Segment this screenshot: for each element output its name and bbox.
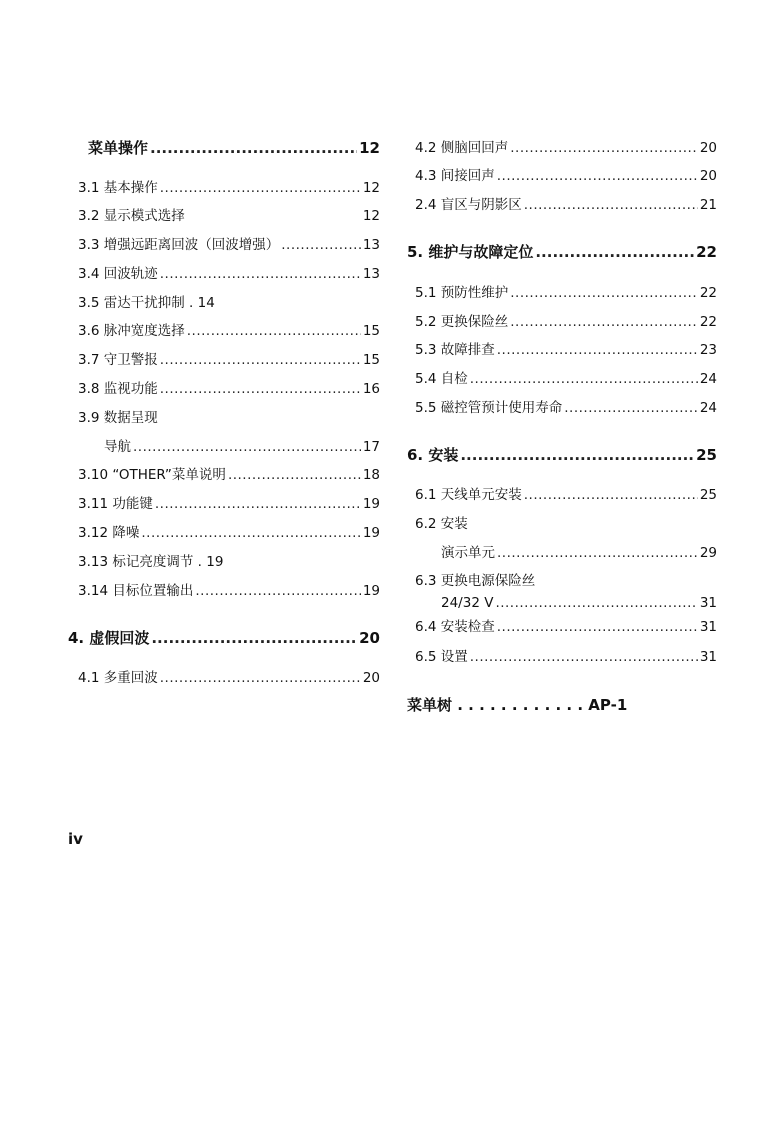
toc-entry-label: 4.2 侧脑回回声 [415, 140, 509, 156]
toc-entry-page: 15 [362, 352, 380, 368]
dot-leader [160, 380, 361, 398]
toc-entry-3-5[interactable]: 3.5 雷达干扰抑制 . 14 [78, 295, 215, 311]
toc-entry-label: 5.5 磁控管预计使用寿命 [415, 400, 563, 416]
dot-leader [497, 167, 698, 185]
dot-leader [155, 495, 361, 513]
toc-entry-label: 24/32 V [441, 595, 494, 611]
dot-leader [460, 446, 694, 464]
toc-entry-label: 6.4 安装检查 [415, 619, 495, 635]
toc-entry-page: 20 [362, 670, 380, 686]
toc-entry-label: 4.1 多重回波 [78, 670, 158, 686]
toc-entry-label: 3.4 回波轨迹 [78, 266, 158, 282]
toc-entry-page: 25 [696, 446, 717, 464]
toc-entry-page: 13 [362, 266, 380, 282]
dot-leader [228, 466, 361, 484]
toc-entry-chapter-3[interactable] [78, 139, 380, 157]
toc-entry-label: 3.12 降噪 [78, 525, 140, 541]
dot-leader [524, 486, 698, 504]
toc-entry-page: 22 [699, 314, 717, 330]
toc-entry-3-13[interactable]: 3.13 标记亮度调节 . 19 [78, 554, 224, 570]
dot-leader [160, 265, 361, 283]
toc-entry-page: 13 [362, 237, 380, 253]
toc-entry-label: 5.2 更换保险丝 [415, 314, 509, 330]
toc-entry-label: 3.11 功能键 [78, 496, 153, 512]
toc-entry-3-9-navigation[interactable] [78, 438, 380, 456]
dot-leader [141, 524, 360, 542]
dot-leader [187, 322, 361, 340]
toc-entry-label: 3.1 基本操作 [78, 180, 158, 196]
toc-entry-page: 29 [699, 545, 717, 561]
toc-entry-label: 5. 维护与故障定位 [407, 243, 534, 261]
toc-entry-6-3-voltage[interactable] [407, 594, 717, 612]
toc-entry-page: 15 [362, 323, 380, 339]
toc-entry-page: 19 [362, 496, 380, 512]
toc-entry-3-8[interactable] [78, 380, 380, 398]
toc-entry-3-12[interactable] [78, 524, 380, 542]
toc-entry-3-1[interactable] [78, 179, 380, 197]
dot-leader [470, 370, 698, 388]
toc-entry-page: 23 [699, 342, 717, 358]
toc-entry-page: 25 [699, 487, 717, 503]
toc-entry-chapter-4[interactable] [68, 629, 380, 647]
toc-entry-label: 3.6 脉冲宽度选择 [78, 323, 185, 339]
toc-entry-6-2-display-unit[interactable] [407, 544, 717, 562]
dot-leader [160, 669, 361, 687]
toc-entry-label: 3.14 目标位置输出 [78, 583, 194, 599]
toc-entry-page: 19 [362, 525, 380, 541]
dot-leader [524, 196, 698, 214]
toc-entry-label: 菜单操作 [88, 139, 149, 157]
toc-entry-label: 6.5 设置 [415, 649, 468, 665]
toc-entry-label: 6.1 天线单元安装 [415, 487, 522, 503]
toc-entry-5-5[interactable] [407, 399, 717, 417]
toc-entry-6-5[interactable] [407, 648, 717, 666]
toc-entry-page: 16 [362, 381, 380, 397]
dot-leader [510, 284, 698, 302]
dot-leader [497, 618, 698, 636]
toc-entry-4-2[interactable] [407, 139, 717, 157]
toc-entry-label: 4. 虚假回波 [68, 629, 150, 647]
toc-entry-page: 31 [699, 595, 717, 611]
toc-entry-page: 17 [362, 439, 380, 455]
toc-entry-6-1[interactable] [407, 486, 717, 504]
dot-leader [564, 399, 698, 417]
toc-entry-5-2[interactable] [407, 313, 717, 331]
toc-entry-4-3[interactable] [407, 167, 717, 185]
toc-entry-chapter-5[interactable] [407, 243, 717, 261]
dot-leader [151, 629, 357, 647]
toc-entry-page: 24 [699, 371, 717, 387]
toc-entry-page: 31 [699, 649, 717, 665]
toc-entry-label: 5.1 预防性维护 [415, 285, 509, 301]
toc-entry-3-7[interactable] [78, 351, 380, 369]
toc-entry-label: 5.3 故障排查 [415, 342, 495, 358]
toc-entry-label: 4.3 间接回声 [415, 168, 495, 184]
toc-entry-page: 12 [362, 180, 380, 196]
toc-entry-3-11[interactable] [78, 495, 380, 513]
dot-leader [281, 236, 361, 254]
toc-entry-page: 22 [696, 243, 717, 261]
dot-leader [150, 139, 357, 157]
toc-entry-label: 3.2 显示模式选择 [78, 208, 185, 224]
toc-entry-label: 2.4 盲区与阴影区 [415, 197, 522, 213]
toc-entry-menu-tree[interactable]: 菜单树 . . . . . . . . . . . . AP-1 [407, 696, 628, 714]
dot-leader [470, 648, 698, 666]
toc-entry-page: 21 [699, 197, 717, 213]
toc-entry-3-2[interactable] [78, 207, 380, 225]
toc-entry-page: 18 [362, 467, 380, 483]
toc-entry-label: 3.8 监视功能 [78, 381, 158, 397]
toc-entry-3-14[interactable] [78, 582, 380, 600]
toc-entry-chapter-6[interactable] [407, 446, 717, 464]
toc-entry-3-6[interactable] [78, 322, 380, 340]
toc-entry-5-4[interactable] [407, 370, 717, 388]
toc-entry-6-3[interactable]: 6.3 更换电源保险丝 [415, 573, 536, 589]
dot-leader [510, 139, 698, 157]
dot-leader [497, 341, 698, 359]
toc-entry-page: 12 [359, 139, 380, 157]
toc-entry-page: 20 [359, 629, 380, 647]
toc-entry-3-4[interactable] [78, 265, 380, 283]
toc-entry-6-4[interactable] [407, 618, 717, 636]
dot-leader [535, 243, 694, 261]
dot-leader [160, 179, 361, 197]
toc-entry-page: 12 [362, 208, 380, 224]
toc-entry-page: 24 [699, 400, 717, 416]
dot-leader [497, 544, 698, 562]
toc-entry-page: 19 [362, 583, 380, 599]
toc-entry-5-1[interactable] [407, 284, 717, 302]
dot-leader [195, 582, 360, 600]
toc-entry-3-10[interactable] [78, 466, 380, 484]
toc-entry-2-4[interactable] [407, 196, 717, 214]
toc-entry-3-9[interactable]: 3.9 数据呈现 [78, 410, 158, 426]
toc-entry-page: 22 [699, 285, 717, 301]
dot-leader [133, 438, 361, 456]
toc-entry-label: 3.3 增强远距离回波（回波增强） [78, 237, 280, 253]
toc-entry-page: 31 [699, 619, 717, 635]
toc-entry-label: 5.4 自检 [415, 371, 468, 387]
dot-leader [510, 313, 698, 331]
toc-entry-6-2[interactable]: 6.2 安装 [415, 516, 468, 532]
toc-entry-label: 演示单元 [441, 545, 495, 561]
toc-entry-label: 3.10 “OTHER”菜单说明 [78, 467, 226, 483]
dot-leader [160, 351, 361, 369]
toc-entry-3-3[interactable] [78, 236, 380, 254]
toc-entry-page: 20 [699, 140, 717, 156]
page-number: iv [68, 830, 83, 848]
toc-entry-5-3[interactable] [407, 341, 717, 359]
dot-leader [495, 594, 697, 612]
toc-entry-page: 20 [699, 168, 717, 184]
toc-entry-label: 3.7 守卫警报 [78, 352, 158, 368]
toc-entry-4-1[interactable] [78, 669, 380, 687]
toc-entry-label: 6. 安装 [407, 446, 459, 464]
toc-entry-label: 导航 [104, 439, 131, 455]
